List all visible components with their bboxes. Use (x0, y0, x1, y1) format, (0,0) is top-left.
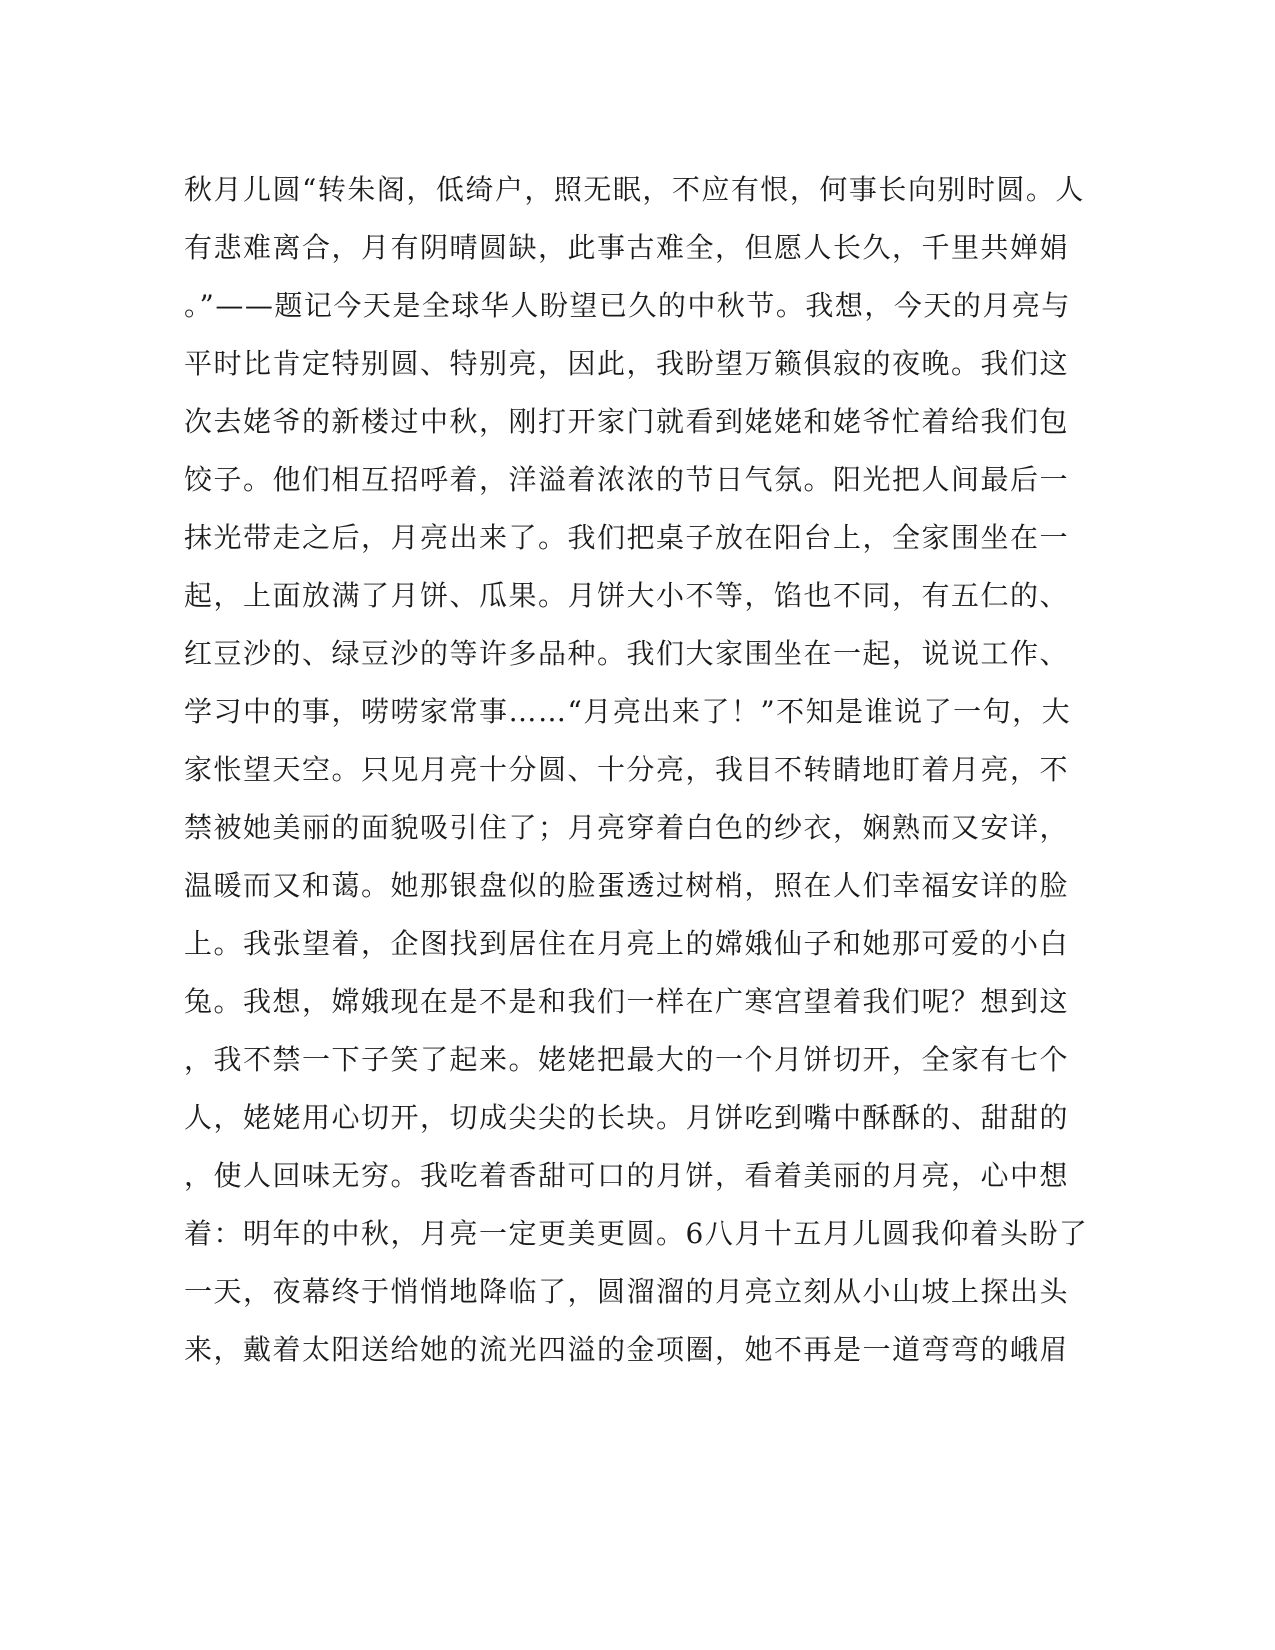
text-line: 。”——题记今天是全球华人盼望已久的中秋节。我想，今天的月亮与 (184, 289, 1071, 322)
text-line: 禁被她美丽的面貌吸引住了；月亮穿着白色的纱衣，娴熟而又安详， (184, 811, 1070, 844)
text-line: 秋月儿圆“转朱阁，低绮户，照无眠，不应有恨，何事长向别时圆。人 (184, 173, 1085, 206)
text-line: 家怅望天空。只见月亮十分圆、十分亮，我目不转睛地盯着月亮，不 (184, 753, 1070, 786)
text-line: 上。我张望着，企图找到居住在月亮上的嫦娥仙子和她那可爱的小白 (184, 927, 1070, 960)
text-line: ，我不禁一下子笑了起来。姥姥把最大的一个月饼切开，全家有七个 (184, 1043, 1070, 1076)
text-line: 次去姥爷的新楼过中秋，刚打开家门就看到姥姥和姥爷忙着给我们包 (184, 405, 1070, 438)
text-line: 一天，夜幕终于悄悄地降临了，圆溜溜的月亮立刻从小山坡上探出头 (184, 1275, 1070, 1308)
text-line: 学习中的事，唠唠家常事……“月亮出来了！”不知是谁说了一句，大 (184, 695, 1072, 728)
text-line: 平时比肯定特别圆、特别亮，因此，我盼望万籁俱寂的夜晚。我们这 (184, 347, 1070, 380)
text-line: 有悲难离合，月有阴晴圆缺，此事古难全，但愿人长久，千里共婵娟 (184, 231, 1070, 264)
text-line: 兔。我想，嫦娥现在是不是和我们一样在广寒宫望着我们呢？想到这 (184, 985, 1070, 1018)
text-line: 抹光带走之后，月亮出来了。我们把桌子放在阳台上，全家围坐在一 (184, 521, 1070, 554)
body-text (184, 161, 1089, 1379)
text-line: 红豆沙的、绿豆沙的等许多品种。我们大家围坐在一起，说说工作、 (184, 637, 1070, 670)
text-line: 着：明年的中秋，月亮一定更美更圆。6八月十五月儿圆我仰着头盼了 (184, 1217, 1089, 1250)
text-line: 来，戴着太阳送给她的流光四溢的金项圈，她不再是一道弯弯的峨眉 (184, 1333, 1070, 1366)
text-line: 人，姥姥用心切开，切成尖尖的长块。月饼吃到嘴中酥酥的、甜甜的 (184, 1101, 1070, 1134)
text-line: 饺子。他们相互招呼着，洋溢着浓浓的节日气氛。阳光把人间最后一 (184, 463, 1070, 496)
text-line: 温暖而又和蔼。她那银盘似的脸蛋透过树梢，照在人们幸福安详的脸 (184, 869, 1070, 902)
text-line: 起，上面放满了月饼、瓜果。月饼大小不等，馅也不同，有五仁的、 (184, 579, 1070, 612)
text-line: ，使人回味无穷。我吃着香甜可口的月饼，看着美丽的月亮，心中想 (184, 1159, 1070, 1192)
